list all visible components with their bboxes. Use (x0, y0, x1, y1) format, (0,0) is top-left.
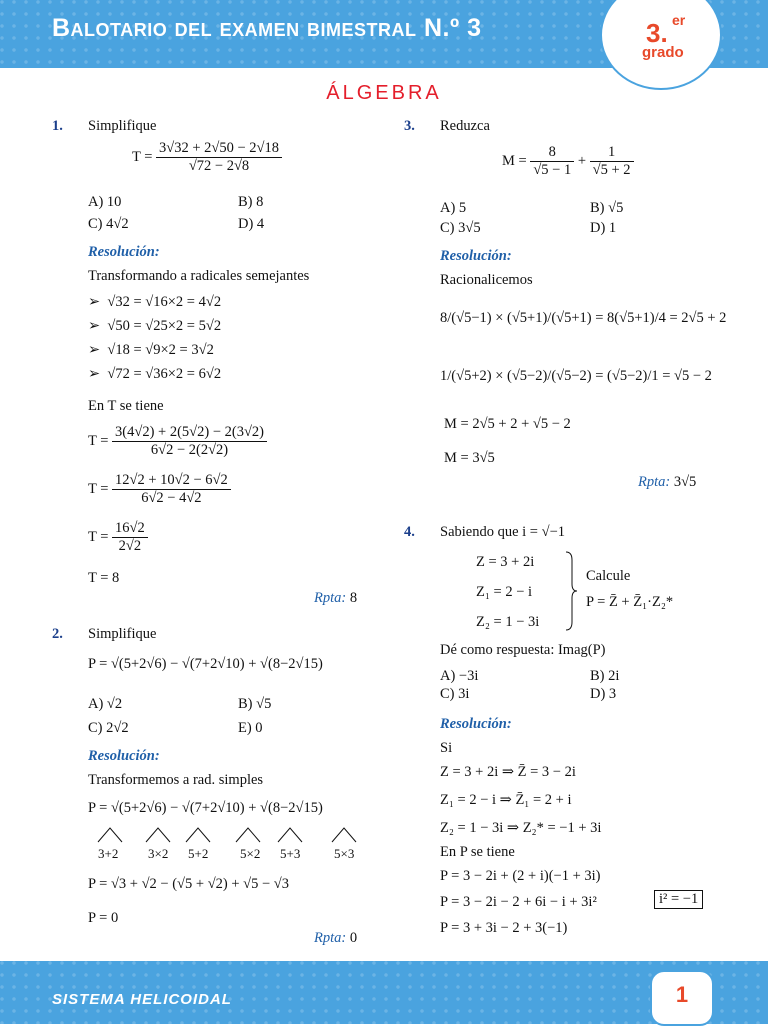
p3-rationalize-1: 8/(√5−1) × (√5+1)/(√5+1) = 8(√5+1)/4 = 2√5 + 2 (440, 310, 727, 326)
p3-rationalize-2: 1/(√5+2) × (√5−2)/(√5−2) = (√5−2)/1 = √5 − 2 (440, 368, 712, 384)
page-number-badge (650, 970, 714, 1026)
p2-pair-6: 5×3 (334, 846, 355, 861)
p4-expand-2: P = 3 − 2i − 2 + 6i − i + 3i² (440, 894, 597, 910)
grade-badge (600, 0, 722, 90)
p1-bullet-3: ➢ √18 = √9×2 = 3√2 (88, 342, 214, 358)
p4-en-p: En P se tiene (440, 844, 515, 860)
p4-step-3: Z₂ = 1 − 3i ⇒ Z₂* = −1 + 3i (440, 820, 602, 836)
grade-number: 3. (646, 18, 668, 48)
p3-option-b: B) √5 (590, 200, 624, 216)
p4-z: Z = 3 + 2i (476, 554, 535, 570)
p4-option-c: C) 3i (440, 686, 470, 702)
grade-word: grado (642, 44, 684, 61)
p4-expand-1: P = 3 − 2i + (2 + i)(−1 + 3i) (440, 868, 601, 884)
problem-2-prompt: Simplifique (88, 626, 157, 642)
p4-calc: Calcule (586, 568, 631, 584)
p2-option-c: C) 2√2 (88, 720, 129, 736)
problem-1-numerator: 3√32 + 2√50 − 2√18 (156, 140, 282, 158)
p2-answer: Rpta: 0 (314, 930, 358, 946)
problem-3-expression: M = $\frac{8}{√5 - 1}$ + $\frac{1}{√5 + 2}$ (502, 144, 634, 179)
p2-option-a: A) √2 (88, 696, 123, 712)
p4-option-a: A) −3i (440, 668, 479, 684)
p2-option-e: E) 0 (238, 720, 263, 736)
problem-1-lhs: T = (132, 148, 153, 165)
p3-intro: Racionalicemos (440, 272, 533, 288)
p4-si: Si (440, 740, 453, 756)
p1-line-en-t: En T se tiene (88, 398, 164, 414)
p3-m-line-2: M = 3√5 (444, 450, 495, 466)
p2-final: P = 0 (88, 910, 119, 926)
p1-step-1: T = $\frac{3(4√2) + 2(5√2) - 2(3√2)}{6√2 - 2(2√2)}$ (88, 424, 267, 459)
p4-expand-3: P = 3 + 3i − 2 + 3(−1) (440, 920, 568, 936)
problem-2-expression: P = √(5+2√6) − √(7+2√10) + √(8−2√15) (88, 656, 323, 672)
p4-brace (564, 550, 578, 632)
p2-pair-1: 3+2 (98, 846, 119, 861)
problem-1-expression (132, 140, 282, 175)
p3-option-a: A) 5 (440, 200, 467, 216)
problem-3-prompt: Reduzca (440, 118, 490, 134)
p4-option-b: B) 2i (590, 668, 620, 684)
p1-bullet-1: ➢ √32 = √16×2 = 4√2 (88, 294, 222, 310)
page-number: 1 (675, 982, 689, 1007)
p3-option-c: C) 3√5 (440, 220, 481, 236)
problem-1-number: 1. (52, 118, 63, 134)
problem-4-prompt: Sabiendo que i = √−1 (440, 524, 565, 540)
problem-3-number: 3. (404, 118, 415, 134)
p2-intro: Transformemos a rad. simples (88, 772, 264, 788)
p4-instruction: Dé como respuesta: Imag(P) (440, 642, 606, 658)
p1-step-3: T = $\frac{16√2}{2√2}$ (88, 520, 148, 555)
subject-title: ÁLGEBRA (326, 82, 442, 104)
p2-resolution-label: Resolución: (88, 748, 160, 764)
p1-intro: Transformando a radicales semejantes (88, 268, 310, 284)
p2-pair-5: 5+3 (280, 846, 301, 861)
p2-pair-3: 5+2 (188, 846, 209, 861)
p3-answer: Rpta: 3√5 (638, 474, 697, 490)
p1-option-d: D) 4 (238, 216, 265, 232)
p2-option-b: B) √5 (238, 696, 272, 712)
p1-final: T = 8 (88, 570, 120, 586)
grade-superscript: er (672, 12, 686, 28)
p2-pair-2: 3×2 (148, 846, 169, 861)
problem-4-number: 4. (404, 524, 415, 540)
p1-option-a: A) 10 (88, 194, 122, 210)
problem-2-number: 2. (52, 626, 63, 642)
p3-option-d: D) 1 (590, 220, 617, 236)
p3-m-line-1: M = 2√5 + 2 + √5 − 2 (444, 416, 571, 432)
p1-option-b: B) 8 (238, 194, 264, 210)
p4-p-definition: P = Z̄ + Z̄₁·Z₂* (586, 594, 674, 610)
p4-option-d: D) 3 (590, 686, 617, 702)
p2-pair-4: 5×2 (240, 846, 261, 861)
p2-cancellation-line: P = √3 + √2 − (√5 + √2) + √5 − √3 (88, 876, 289, 892)
p4-identity-box: i² = −1 (654, 890, 703, 909)
p1-resolution-label: Resolución: (88, 244, 160, 260)
problem-1-denominator: √72 − 2√8 (188, 158, 250, 174)
p4-resolution-label: Resolución: (440, 716, 512, 732)
p1-step-2: T = $\frac{12√2 + 10√2 - 6√2}{6√2 - 4√2}$ (88, 472, 231, 507)
p3-resolution-label: Resolución: (440, 248, 512, 264)
p4-step-2: Z₁ = 2 − i ⇒ Z̄₁ = 2 + i (440, 792, 572, 808)
problem-1-prompt: Simplifique (88, 118, 157, 134)
p1-bullet-2: ➢ √50 = √25×2 = 5√2 (88, 318, 222, 334)
p1-bullet-4: ➢ √72 = √36×2 = 6√2 (88, 366, 222, 382)
p4-z1: Z₁ = 2 − i (476, 584, 533, 600)
p2-decomposition-branches (96, 822, 366, 846)
p1-answer: Rpta: 8 (314, 590, 358, 606)
footer-text: SISTEMA HELICOIDAL (52, 991, 232, 1008)
header-title: Balotario del examen bimestral N.º 3 (52, 14, 482, 42)
p1-option-c: C) 4√2 (88, 216, 129, 232)
p4-z2: Z₂ = 1 − 3i (476, 614, 540, 630)
p2-expression-repeat: P = √(5+2√6) − √(7+2√10) + √(8−2√15) (88, 800, 323, 816)
p4-step-1: Z = 3 + 2i ⇒ Z̄ = 3 − 2i (440, 764, 576, 780)
